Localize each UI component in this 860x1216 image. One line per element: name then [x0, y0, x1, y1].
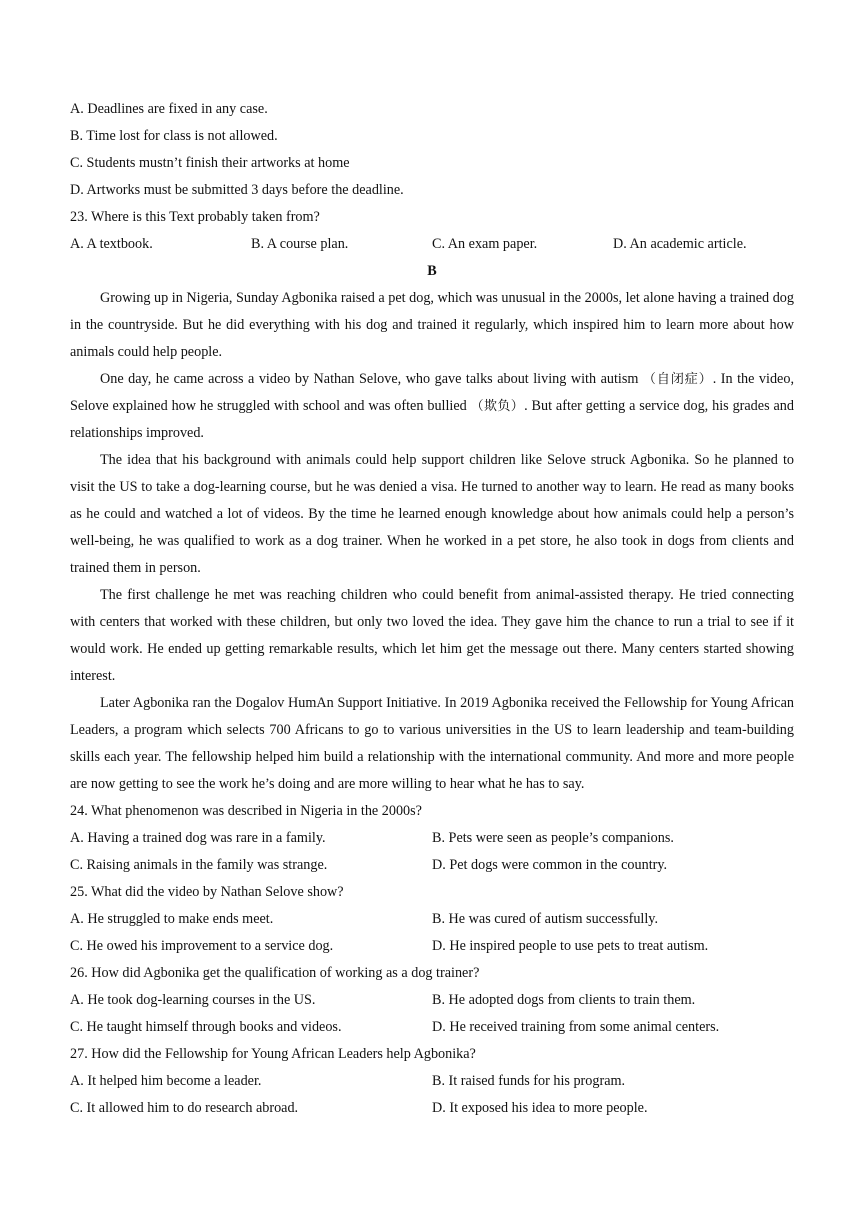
q26-options-row-1 — [70, 987, 794, 1014]
q26-question: 26. How did Agbonika get the qualification of working as a dog trainer? — [70, 965, 480, 981]
q24-option-a: A. Having a trained dog was rare in a family. — [70, 830, 326, 846]
q24-option-c: C. Raising animals in the family was strange. — [70, 857, 328, 873]
q26-option-c: C. He taught himself through books and videos. — [70, 1019, 342, 1035]
passage-paragraph-4: The first challenge he met was reaching children who could benefit from animal-assisted therapy. He tried connecting with centers that worked with these children, but only two loved the idea. They gave him the chance to run a trial to see if it would work. He ended up getting remarkable results, which let him get the message out there. Many centers started showing interest. — [70, 587, 794, 684]
q26-options-row-2 — [70, 1014, 794, 1041]
q24-question: 24. What phenomenon was described in Nigeria in the 2000s? — [70, 803, 422, 819]
q27-option-b: B. It raised funds for his program. — [432, 1073, 626, 1089]
p2-text-e: . But after getting a service dog, his grades and relationships improved. — [70, 398, 794, 441]
q27-option-d: D. It exposed his idea to more people. — [432, 1100, 648, 1116]
q27-option-c: C. It allowed him to do research abroad. — [70, 1100, 299, 1116]
q27-options-row-2 — [70, 1095, 794, 1122]
q23-option-c: C. An exam paper. — [432, 236, 538, 252]
q23-option-a: A. A textbook. — [70, 236, 153, 252]
q25-options-row-2 — [70, 933, 794, 960]
p2-gloss-bullied: （欺负） — [470, 399, 525, 414]
q23-option-d: D. An academic article. — [613, 236, 747, 252]
q27-question: 27. How did the Fellowship for Young African Leaders help Agbonika? — [70, 1046, 476, 1062]
q25-option-a: A. He struggled to make ends meet. — [70, 911, 274, 927]
exam-page — [70, 96, 794, 1122]
p2-text-a: One day, he came across a video by Nathan Selove, who gave talks about living with autism — [100, 371, 643, 387]
q22-option-c: C. Students mustn’t finish their artworks at home — [70, 155, 350, 171]
q22-option-a: A. Deadlines are fixed in any case. — [70, 101, 268, 117]
q26-option-a: A. He took dog-learning courses in the US. — [70, 992, 316, 1008]
q25-option-b: B. He was cured of autism successfully. — [432, 911, 659, 927]
section-title: B — [427, 263, 437, 279]
q25-question: 25. What did the video by Nathan Selove show? — [70, 884, 344, 900]
q27-options-row-1 — [70, 1068, 794, 1095]
q24-options-row-2 — [70, 852, 794, 879]
passage-paragraph-5: Later Agbonika ran the Dogalov HumAn Support Initiative. In 2019 Agbonika received the Fellowship for Young African Leaders, a program which selects 700 Africans to go to various universities in the US to learn leadership and team-building skills each year. The fellowship helped him build a relationship with the international community. And more and more people are now getting to see the work he’s doing and are more willing to hear what he has to say. — [70, 695, 794, 792]
passage-paragraph-3: The idea that his background with animals could help support children like Selove struck Agbonika. So he planned to visit the US to take a dog-learning course, but he was denied a visa. He turned to another way to learn. He read as many books as he could and watched a lot of videos. By the time he learned enough knowledge about how animals could help a person’s well-being, he was qualified to work as a dog trainer. When he worked in a pet store, he also took in dogs from clients and trained them in person. — [70, 452, 794, 576]
q27-option-a: A. It helped him become a leader. — [70, 1073, 262, 1089]
q23-options — [70, 231, 794, 258]
passage-paragraph-1: Growing up in Nigeria, Sunday Agbonika raised a pet dog, which was unusual in the 2000s, let alone having a trained dog in the countryside. But he did everything with his dog and trained it regularly, which inspired him to learn more about how animals could help people. — [70, 290, 794, 360]
q26-option-b: B. He adopted dogs from clients to train them. — [432, 992, 696, 1008]
q25-options-row-1 — [70, 906, 794, 933]
q26-option-d: D. He received training from some animal centers. — [432, 1019, 720, 1035]
q24-options-row-1 — [70, 825, 794, 852]
q25-option-c: C. He owed his improvement to a service dog. — [70, 938, 334, 954]
q24-option-b: B. Pets were seen as people’s companions. — [432, 830, 674, 846]
p2-gloss-autism: （自闭症） — [642, 372, 713, 387]
passage-paragraph-2 — [70, 366, 794, 447]
q25-option-d: D. He inspired people to use pets to treat autism. — [432, 938, 709, 954]
q23-question: 23. Where is this Text probably taken from? — [70, 209, 320, 225]
q24-option-d: D. Pet dogs were common in the country. — [432, 857, 668, 873]
q22-option-b: B. Time lost for class is not allowed. — [70, 128, 278, 144]
p2-text-c: . In the video, Selove explained how he struggled with school and was often bullied — [70, 371, 794, 414]
q23-option-b: B. A course plan. — [251, 236, 349, 252]
q22-option-d: D. Artworks must be submitted 3 days before the deadline. — [70, 182, 404, 198]
